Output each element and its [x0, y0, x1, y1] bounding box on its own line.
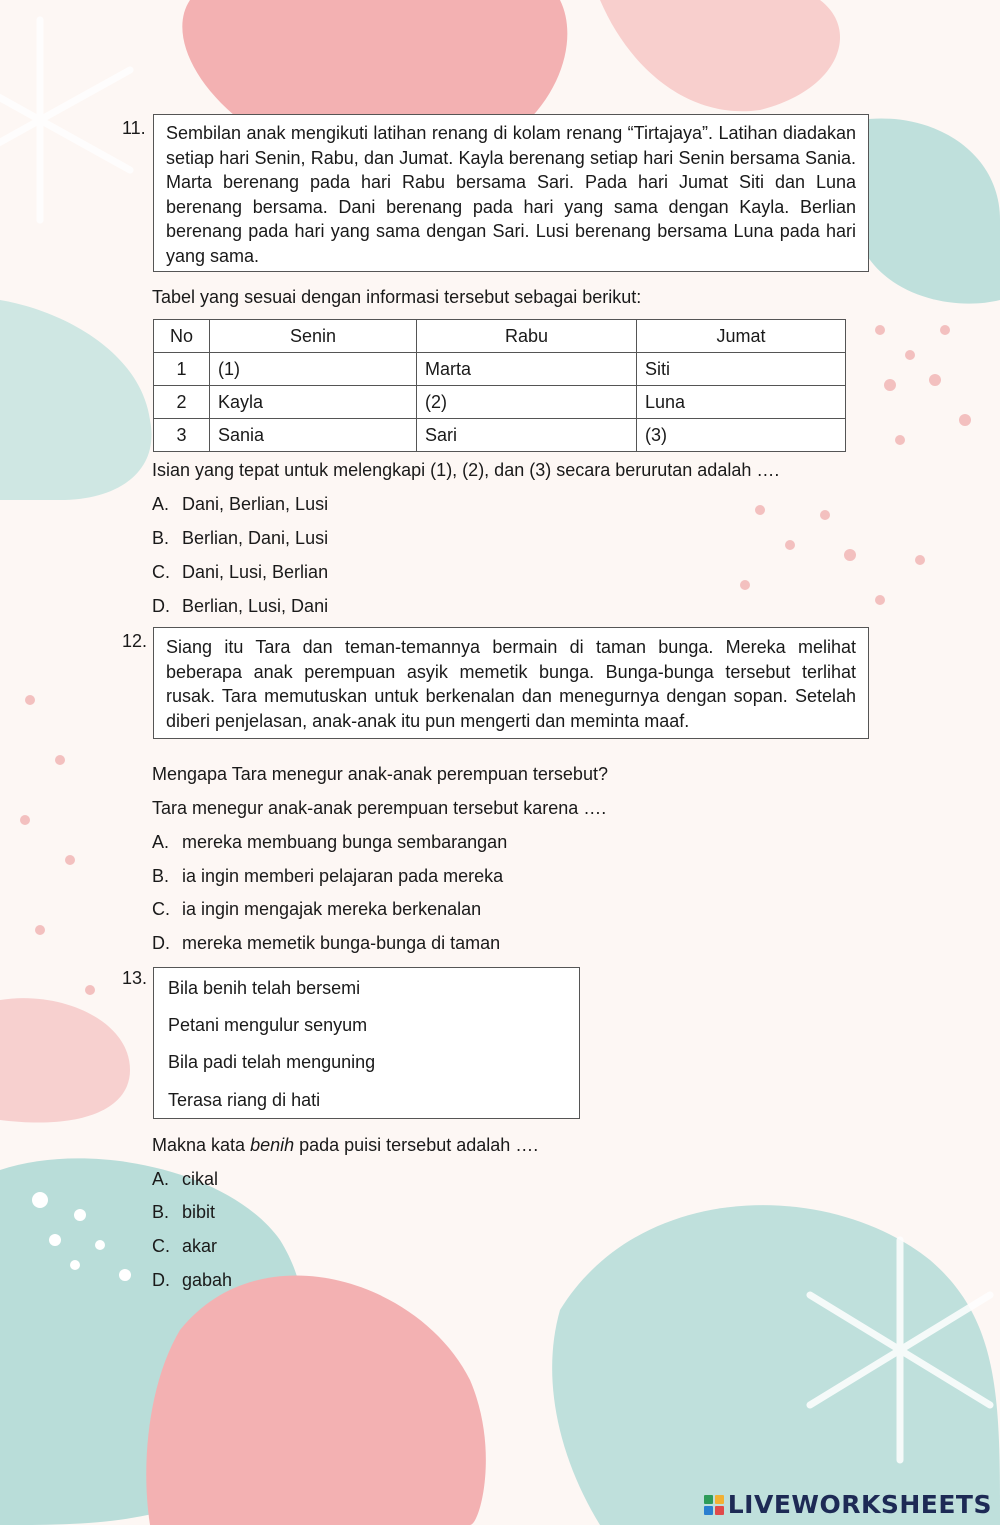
option-text: mereka membuang bunga sembarangan	[182, 832, 508, 852]
q12-option-a[interactable]	[152, 832, 507, 853]
table-row	[154, 386, 846, 419]
q12-option-b[interactable]	[152, 866, 503, 887]
option-text: ia ingin memberi pelajaran pada mereka	[182, 866, 504, 886]
table-cell: (1)	[210, 353, 417, 386]
q13-question-part: Makna kata	[152, 1135, 251, 1155]
q11-option-c[interactable]	[152, 562, 328, 583]
q13-option-b[interactable]	[152, 1202, 215, 1223]
poem-line: Petani mengulur senyum	[168, 1015, 368, 1035]
q11-table-intro: Tabel yang sesuai dengan informasi tersebut sebagai berikut:	[152, 287, 642, 307]
logo-square-icon	[704, 1495, 713, 1504]
table-cell: (3)	[637, 419, 846, 452]
q13-option-a[interactable]	[152, 1169, 218, 1190]
option-letter: C.	[152, 899, 170, 919]
header-senin: Senin	[210, 320, 417, 353]
option-letter: C.	[152, 562, 170, 582]
liveworksheets-logo[interactable]	[704, 1490, 992, 1519]
logo-square-icon	[704, 1506, 713, 1515]
table-cell: (2)	[417, 386, 637, 419]
table-cell: 3	[154, 419, 210, 452]
option-text: Berlian, Dani, Lusi	[182, 528, 329, 548]
option-letter: D.	[152, 1270, 170, 1290]
table-cell: 2	[154, 386, 210, 419]
option-letter: A.	[152, 832, 170, 852]
table-header-row	[154, 320, 846, 353]
q12-option-d[interactable]	[152, 933, 500, 954]
option-text: ia ingin mengajak mereka berkenalan	[182, 899, 482, 919]
table-row	[154, 419, 846, 452]
poem-line: Bila benih telah bersemi	[168, 978, 361, 998]
q13-number: 13.	[122, 968, 148, 988]
option-text: Dani, Berlian, Lusi	[182, 494, 329, 514]
q11-option-d[interactable]	[152, 596, 328, 617]
q11-table	[153, 319, 846, 452]
logo-text: LIVEWORKSHEETS	[727, 1490, 992, 1519]
q12-option-c[interactable]	[152, 899, 481, 920]
option-text: Dani, Lusi, Berlian	[182, 562, 329, 582]
option-letter: A.	[152, 1169, 170, 1189]
q13-question-keyword: benih	[250, 1135, 295, 1155]
q11-option-a[interactable]	[152, 494, 328, 515]
option-letter: B.	[152, 528, 170, 548]
q13-option-c[interactable]	[152, 1236, 217, 1257]
option-text: bibit	[182, 1202, 216, 1222]
header-jumat: Jumat	[637, 320, 846, 353]
liveworksheets-logo-icon	[704, 1495, 724, 1515]
q12-question: Mengapa Tara menegur anak-anak perempuan tersebut?	[152, 764, 608, 784]
q12-number: 12.	[122, 631, 148, 651]
table-cell: Sania	[210, 419, 417, 452]
q11-option-b[interactable]	[152, 528, 328, 549]
header-rabu: Rabu	[417, 320, 637, 353]
option-letter: D.	[152, 933, 170, 953]
q13-option-d[interactable]	[152, 1270, 232, 1291]
poem-line: Bila padi telah menguning	[168, 1052, 376, 1072]
logo-square-icon	[715, 1495, 724, 1504]
table-cell: Sari	[417, 419, 637, 452]
table-cell: Kayla	[210, 386, 417, 419]
option-letter: B.	[152, 1202, 170, 1222]
option-letter: D.	[152, 596, 170, 616]
q13-question	[152, 1135, 538, 1156]
q11-passage-box	[153, 114, 869, 272]
q13-question-part: pada puisi tersebut adalah ….	[294, 1135, 539, 1155]
q12-passage-box	[153, 627, 869, 739]
table-row	[154, 353, 846, 386]
option-letter: B.	[152, 866, 170, 886]
q12-stem: Tara menegur anak-anak perempuan tersebut karena ….	[152, 798, 607, 818]
q11-question: Isian yang tepat untuk melengkapi (1), (2), dan (3) secara berurutan adalah ….	[152, 460, 780, 480]
q11-number: 11.	[122, 118, 146, 138]
q13-poem-box	[153, 967, 580, 1119]
poem-line: Terasa riang di hati	[168, 1090, 321, 1110]
option-text: Berlian, Lusi, Dani	[182, 596, 329, 616]
table-cell: Siti	[637, 353, 846, 386]
logo-square-icon	[715, 1506, 724, 1515]
option-text: akar	[182, 1236, 218, 1256]
option-text: mereka memetik bunga-bunga di taman	[182, 933, 501, 953]
option-text: gabah	[182, 1270, 233, 1290]
table-cell: 1	[154, 353, 210, 386]
option-letter: A.	[152, 494, 170, 514]
header-no: No	[154, 320, 210, 353]
option-text: cikal	[182, 1169, 219, 1189]
q12-passage: Siang itu Tara dan teman-temannya bermain di taman bunga. Mereka melihat beberapa anak perempuan asyik memetik bunga. Bunga-bunga tersebut terlihat rusak. Tara memutuskan untuk berkenalan dan menegurnya dengan sopan. Setelah diberi penjelasan, anak-anak itu pun mengerti dan meminta maaf.	[166, 637, 856, 731]
table-cell: Luna	[637, 386, 846, 419]
option-letter: C.	[152, 1236, 170, 1256]
table-cell: Marta	[417, 353, 637, 386]
q11-passage: Sembilan anak mengikuti latihan renang di kolam renang “Tirtajaya”. Latihan diadakan setiap hari Senin, Rabu, dan Jumat. Kayla berenang setiap hari Senin bersama Sania. Marta berenang pada hari Rabu bersama Sari. Pada hari Jumat Siti dan Luna berenang bersama. Dani berenang pada hari yang sama dengan Kayla. Berlian berenang pada hari yang sama dengan Sari. Lusi berenang bersama Luna pada hari yang sama.	[166, 123, 856, 266]
